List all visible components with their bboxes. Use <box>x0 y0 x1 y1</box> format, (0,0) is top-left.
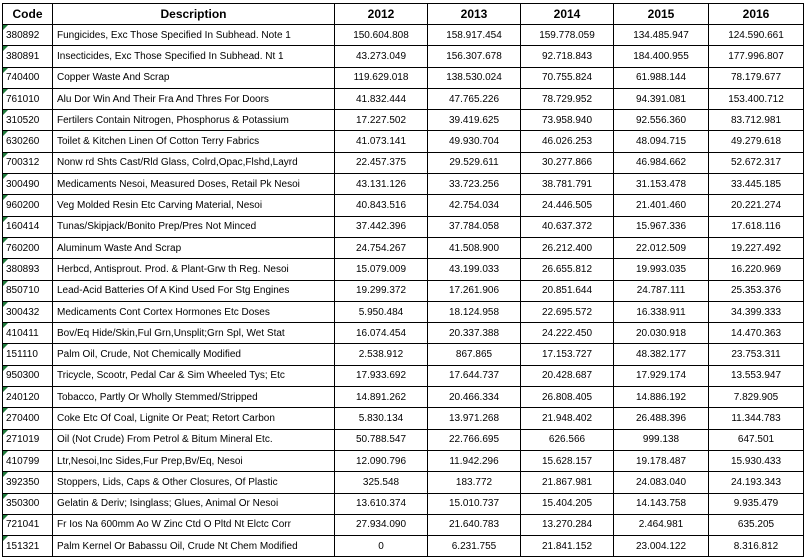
code-cell: 380892 <box>3 25 53 46</box>
value-2012: 325.548 <box>335 472 428 493</box>
description-cell: Tunas/Skipjack/Bonito Prep/Pres Not Minced <box>53 216 335 237</box>
value-2016: 153.400.712 <box>709 88 804 109</box>
value-2014: 21.948.402 <box>521 408 614 429</box>
value-2015: 184.400.955 <box>614 46 709 67</box>
value-2015: 999.138 <box>614 429 709 450</box>
description-cell: Nonw rd Shts Cast/Rld Glass, Colrd,Opac,Flshd,Layrd <box>53 152 335 173</box>
value-2012: 150.604.808 <box>335 25 428 46</box>
code-cell: 410411 <box>3 323 53 344</box>
description-cell: Insecticides, Exc Those Specified In Subhead. Nt 1 <box>53 46 335 67</box>
table-row <box>3 131 804 152</box>
value-2013: 33.723.256 <box>428 174 521 195</box>
code-cell: 740400 <box>3 67 53 88</box>
description-cell: Fertilers Contain Nitrogen, Phosphorus & Potassium <box>53 110 335 131</box>
description-cell: Ltr,Nesoi,Inc Sides,Fur Prep,Bv/Eq, Nesoi <box>53 450 335 471</box>
value-2013: 20.337.388 <box>428 323 521 344</box>
code-cell: 270400 <box>3 408 53 429</box>
value-2016: 11.344.783 <box>709 408 804 429</box>
table-row <box>3 280 804 301</box>
table-row <box>3 195 804 216</box>
description-cell: Bov/Eq Hide/Skin,Ful Grn,Unsplit;Grn Spl, Wet Stat <box>53 323 335 344</box>
header-2013: 2013 <box>428 4 521 25</box>
code-cell: 960200 <box>3 195 53 216</box>
code-cell: 760200 <box>3 237 53 258</box>
value-2015: 2.464.981 <box>614 514 709 535</box>
value-2014: 15.404.205 <box>521 493 614 514</box>
code-cell: 721041 <box>3 514 53 535</box>
value-2012: 43.273.049 <box>335 46 428 67</box>
value-2012: 15.079.009 <box>335 259 428 280</box>
value-2015: 48.094.715 <box>614 131 709 152</box>
table-row <box>3 493 804 514</box>
value-2012: 50.788.547 <box>335 429 428 450</box>
value-2014: 17.153.727 <box>521 344 614 365</box>
value-2016: 49.279.618 <box>709 131 804 152</box>
table-row <box>3 237 804 258</box>
value-2014: 20.851.644 <box>521 280 614 301</box>
description-cell: Gelatin & Deriv; Isinglass; Glues, Animal Or Nesoi <box>53 493 335 514</box>
description-cell: Copper Waste And Scrap <box>53 67 335 88</box>
description-cell: Palm Oil, Crude, Not Chemically Modified <box>53 344 335 365</box>
code-cell: 151321 <box>3 536 53 557</box>
value-2015: 134.485.947 <box>614 25 709 46</box>
description-cell: Veg Molded Resin Etc Carving Material, Nesoi <box>53 195 335 216</box>
table-row <box>3 46 804 67</box>
table-row <box>3 429 804 450</box>
table-row <box>3 301 804 322</box>
value-2012: 5.950.484 <box>335 301 428 322</box>
header-2014: 2014 <box>521 4 614 25</box>
value-2014: 20.428.687 <box>521 365 614 386</box>
value-2013: 29.529.611 <box>428 152 521 173</box>
value-2013: 37.784.058 <box>428 216 521 237</box>
value-2013: 20.466.334 <box>428 387 521 408</box>
value-2016: 78.179.677 <box>709 67 804 88</box>
value-2015: 31.153.478 <box>614 174 709 195</box>
value-2013: 42.754.034 <box>428 195 521 216</box>
value-2014: 70.755.824 <box>521 67 614 88</box>
table-row <box>3 344 804 365</box>
code-cell: 392350 <box>3 472 53 493</box>
value-2015: 23.004.122 <box>614 536 709 557</box>
value-2016: 17.618.116 <box>709 216 804 237</box>
value-2014: 26.212.400 <box>521 237 614 258</box>
value-2012: 43.131.126 <box>335 174 428 195</box>
code-cell: 700312 <box>3 152 53 173</box>
value-2013: 39.419.625 <box>428 110 521 131</box>
value-2012: 24.754.267 <box>335 237 428 258</box>
description-cell: Toilet & Kitchen Linen Of Cotton Terry Fabrics <box>53 131 335 152</box>
value-2013: 47.765.226 <box>428 88 521 109</box>
value-2014: 30.277.866 <box>521 152 614 173</box>
description-cell: Tobacco, Partly Or Wholly Stemmed/Stripped <box>53 387 335 408</box>
code-cell: 300432 <box>3 301 53 322</box>
value-2016: 20.221.274 <box>709 195 804 216</box>
value-2015: 94.391.081 <box>614 88 709 109</box>
value-2012: 12.090.796 <box>335 450 428 471</box>
description-cell: Fungicides, Exc Those Specified In Subhead. Note 1 <box>53 25 335 46</box>
value-2016: 25.353.376 <box>709 280 804 301</box>
value-2013: 6.231.755 <box>428 536 521 557</box>
table-row <box>3 67 804 88</box>
value-2014: 46.026.253 <box>521 131 614 152</box>
header-2012: 2012 <box>335 4 428 25</box>
table-row <box>3 536 804 557</box>
code-cell: 380891 <box>3 46 53 67</box>
header-2015: 2015 <box>614 4 709 25</box>
value-2013: 11.942.296 <box>428 450 521 471</box>
value-2013: 17.261.906 <box>428 280 521 301</box>
value-2012: 5.830.134 <box>335 408 428 429</box>
value-2013: 183.772 <box>428 472 521 493</box>
value-2016: 9.935.479 <box>709 493 804 514</box>
value-2016: 635.205 <box>709 514 804 535</box>
table-row <box>3 152 804 173</box>
value-2016: 15.930.433 <box>709 450 804 471</box>
header-row <box>3 4 804 25</box>
value-2014: 159.778.059 <box>521 25 614 46</box>
value-2015: 20.030.918 <box>614 323 709 344</box>
description-cell: Alu Dor Win And Their Fra And Thres For Doors <box>53 88 335 109</box>
value-2014: 26.808.405 <box>521 387 614 408</box>
value-2016: 52.672.317 <box>709 152 804 173</box>
value-2012: 16.074.454 <box>335 323 428 344</box>
table-row <box>3 514 804 535</box>
value-2014: 40.637.372 <box>521 216 614 237</box>
code-cell: 630260 <box>3 131 53 152</box>
value-2013: 18.124.958 <box>428 301 521 322</box>
value-2012: 41.832.444 <box>335 88 428 109</box>
code-cell: 240120 <box>3 387 53 408</box>
value-2016: 19.227.492 <box>709 237 804 258</box>
table-row <box>3 88 804 109</box>
value-2015: 24.787.111 <box>614 280 709 301</box>
table-row <box>3 259 804 280</box>
value-2012: 19.299.372 <box>335 280 428 301</box>
table-row <box>3 387 804 408</box>
description-cell: Palm Kernel Or Babassu Oil, Crude Nt Chem Modified <box>53 536 335 557</box>
description-cell: Coke Etc Of Coal, Lignite Or Peat; Retort Carbon <box>53 408 335 429</box>
description-cell: Oil (Not Crude) From Petrol & Bitum Mineral Etc. <box>53 429 335 450</box>
value-2015: 61.988.144 <box>614 67 709 88</box>
code-cell: 850710 <box>3 280 53 301</box>
value-2016: 83.712.981 <box>709 110 804 131</box>
trade-table <box>2 3 804 557</box>
value-2015: 26.488.396 <box>614 408 709 429</box>
description-cell: Stoppers, Lids, Caps & Other Closures, Of Plastic <box>53 472 335 493</box>
value-2016: 647.501 <box>709 429 804 450</box>
value-2012: 0 <box>335 536 428 557</box>
value-2015: 24.083.040 <box>614 472 709 493</box>
code-cell: 151110 <box>3 344 53 365</box>
description-cell: Lead-Acid Batteries Of A Kind Used For Stg Engines <box>53 280 335 301</box>
value-2013: 22.766.695 <box>428 429 521 450</box>
value-2013: 43.199.033 <box>428 259 521 280</box>
value-2014: 24.446.505 <box>521 195 614 216</box>
description-cell: Fr Ios Na 600mm Ao W Zinc Ctd O Pltd Nt Elctc Corr <box>53 514 335 535</box>
value-2013: 49.930.704 <box>428 131 521 152</box>
value-2015: 22.012.509 <box>614 237 709 258</box>
value-2012: 27.934.090 <box>335 514 428 535</box>
value-2016: 177.996.807 <box>709 46 804 67</box>
value-2016: 34.399.333 <box>709 301 804 322</box>
value-2015: 19.178.487 <box>614 450 709 471</box>
value-2015: 46.984.662 <box>614 152 709 173</box>
value-2014: 21.867.981 <box>521 472 614 493</box>
table-row <box>3 174 804 195</box>
code-cell: 761010 <box>3 88 53 109</box>
code-cell: 380893 <box>3 259 53 280</box>
description-cell: Medicaments Nesoi, Measured Doses, Retail Pk Nesoi <box>53 174 335 195</box>
value-2013: 13.971.268 <box>428 408 521 429</box>
header-description: Description <box>53 4 335 25</box>
value-2015: 48.382.177 <box>614 344 709 365</box>
value-2014: 24.222.450 <box>521 323 614 344</box>
description-cell: Herbcd, Antisprout. Prod. & Plant-Grw th Reg. Nesoi <box>53 259 335 280</box>
value-2015: 14.886.192 <box>614 387 709 408</box>
value-2014: 13.270.284 <box>521 514 614 535</box>
code-cell: 950300 <box>3 365 53 386</box>
value-2013: 15.010.737 <box>428 493 521 514</box>
value-2015: 17.929.174 <box>614 365 709 386</box>
table-row <box>3 25 804 46</box>
value-2016: 16.220.969 <box>709 259 804 280</box>
value-2013: 21.640.783 <box>428 514 521 535</box>
code-cell: 160414 <box>3 216 53 237</box>
value-2012: 14.891.262 <box>335 387 428 408</box>
code-cell: 350300 <box>3 493 53 514</box>
description-cell: Tricycle, Scootr, Pedal Car & Sim Wheeled Tys; Etc <box>53 365 335 386</box>
value-2016: 7.829.905 <box>709 387 804 408</box>
value-2014: 38.781.791 <box>521 174 614 195</box>
value-2013: 138.530.024 <box>428 67 521 88</box>
value-2016: 14.470.363 <box>709 323 804 344</box>
header-2016: 2016 <box>709 4 804 25</box>
value-2013: 41.508.900 <box>428 237 521 258</box>
value-2014: 22.695.572 <box>521 301 614 322</box>
code-cell: 271019 <box>3 429 53 450</box>
value-2015: 14.143.758 <box>614 493 709 514</box>
table-row <box>3 408 804 429</box>
table-row <box>3 450 804 471</box>
value-2014: 92.718.843 <box>521 46 614 67</box>
value-2014: 21.841.152 <box>521 536 614 557</box>
value-2012: 2.538.912 <box>335 344 428 365</box>
value-2014: 626.566 <box>521 429 614 450</box>
table-row <box>3 110 804 131</box>
table-row <box>3 472 804 493</box>
value-2015: 21.401.460 <box>614 195 709 216</box>
value-2015: 16.338.911 <box>614 301 709 322</box>
value-2013: 156.307.678 <box>428 46 521 67</box>
value-2015: 15.967.336 <box>614 216 709 237</box>
value-2014: 78.729.952 <box>521 88 614 109</box>
value-2012: 37.442.396 <box>335 216 428 237</box>
code-cell: 410799 <box>3 450 53 471</box>
value-2013: 867.865 <box>428 344 521 365</box>
table-row <box>3 216 804 237</box>
value-2013: 158.917.454 <box>428 25 521 46</box>
value-2012: 41.073.141 <box>335 131 428 152</box>
value-2012: 119.629.018 <box>335 67 428 88</box>
table-row <box>3 323 804 344</box>
value-2015: 92.556.360 <box>614 110 709 131</box>
header-code: Code <box>3 4 53 25</box>
value-2016: 8.316.812 <box>709 536 804 557</box>
value-2014: 26.655.812 <box>521 259 614 280</box>
description-cell: Medicaments Cont Cortex Hormones Etc Doses <box>53 301 335 322</box>
value-2012: 40.843.516 <box>335 195 428 216</box>
value-2012: 17.933.692 <box>335 365 428 386</box>
value-2016: 23.753.311 <box>709 344 804 365</box>
value-2013: 17.644.737 <box>428 365 521 386</box>
code-cell: 300490 <box>3 174 53 195</box>
code-cell: 310520 <box>3 110 53 131</box>
value-2014: 73.958.940 <box>521 110 614 131</box>
description-cell: Aluminum Waste And Scrap <box>53 237 335 258</box>
value-2012: 13.610.374 <box>335 493 428 514</box>
table-row <box>3 365 804 386</box>
table-body <box>3 25 804 557</box>
value-2016: 24.193.343 <box>709 472 804 493</box>
value-2012: 17.227.502 <box>335 110 428 131</box>
value-2016: 124.590.661 <box>709 25 804 46</box>
value-2016: 13.553.947 <box>709 365 804 386</box>
value-2012: 22.457.375 <box>335 152 428 173</box>
value-2016: 33.445.185 <box>709 174 804 195</box>
value-2014: 15.628.157 <box>521 450 614 471</box>
value-2015: 19.993.035 <box>614 259 709 280</box>
